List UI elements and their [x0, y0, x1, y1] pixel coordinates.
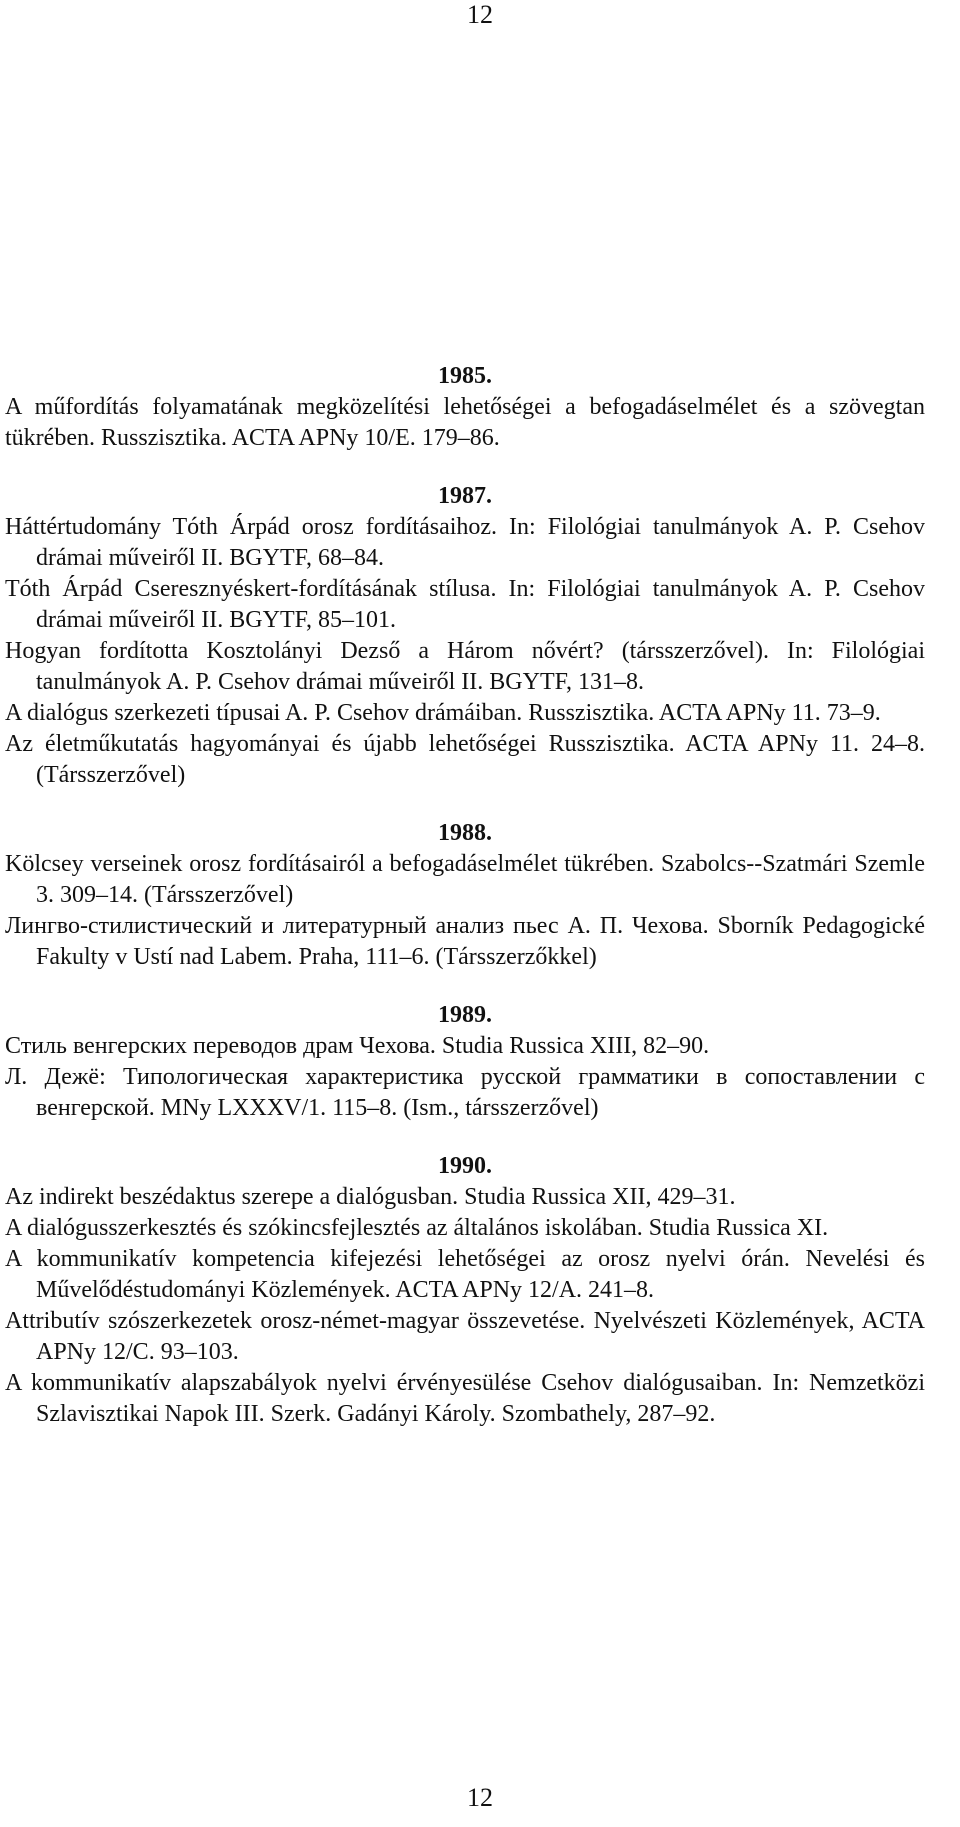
- page-number-bottom: 12: [467, 1783, 493, 1812]
- page-number-top: 12: [467, 0, 493, 29]
- section-1987: [5, 481, 925, 791]
- bibliography-entry: Attributív szószerkezetek orosz-német-magyar összevetése. Nyelvészeti Közlemények, ACTA APNy 12/C. 93–103.: [5, 1308, 925, 1365]
- section-1985: [5, 361, 925, 454]
- bibliography-entry: A dialógusszerkesztés és szókincsfejlesztés az általános iskolában. Studia Russica XI.: [5, 1215, 829, 1241]
- bibliography-entry: A műfordítás folyamatának megközelítési lehetőségei a befogadáselmélet és a szövegtan tükrében. Russzisztika. ACTA APNy 10/E. 179–86.: [5, 394, 925, 451]
- section-year: 1985.: [438, 363, 492, 389]
- section-year: 1987.: [438, 483, 492, 509]
- bibliography-entry: Tóth Árpád Cseresznyéskert-fordításának stílusa. In: Filológiai tanulmányok A. P. Csehov drámai műveiről II. BGYTF, 85–101.: [5, 576, 925, 633]
- section-year: 1988.: [438, 820, 492, 846]
- bibliography: [5, 361, 925, 1430]
- section-1988: [5, 818, 925, 973]
- section-year: 1989.: [438, 1002, 492, 1028]
- bibliography-entry: A kommunikatív alapszabályok nyelvi érvényesülése Csehov dialógusaiban. In: Nemzetközi Szlavisztikai Napok III. Szerk. Gadányi Károly. Szombathely, 287–92.: [5, 1370, 925, 1427]
- bibliography-entry: Лингво-стилистический и литературный анализ пьес А. П. Чехова. Sborník Pedagogické Fakulty v Ustí nad Labem. Praha, 111–6. (Társszerzőkkel): [5, 913, 925, 970]
- bibliography-entry: Az indirekt beszédaktus szerepe a dialógusban. Studia Russica XII, 429–31.: [5, 1184, 736, 1210]
- bibliography-entry: A kommunikatív kompetencia kifejezési lehetőségei az orosz nyelvi órán. Nevelési és Művelődéstudományi Közlemények. ACTA APNy 12/A. 241–8.: [5, 1246, 925, 1303]
- section-year: 1990.: [438, 1153, 492, 1179]
- section-1989: [5, 1000, 925, 1124]
- bibliography-entry: Hogyan fordította Kosztolányi Dezső a Három nővért? (társszerzővel). In: Filológiai tanulmányok A. P. Csehov drámai műveiről II. BGYTF, 131–8.: [5, 638, 925, 695]
- bibliography-entry: Az életműkutatás hagyományai és újabb lehetőségei Russzisztika. ACTA APNy 11. 24–8. (Társszerzővel): [5, 731, 925, 788]
- bibliography-entry: Стиль венгерских переводов драм Чехова. Studia Russica XIII, 82–90.: [5, 1033, 710, 1059]
- bibliography-entry: A dialógus szerkezeti típusai A. P. Csehov drámáiban. Russzisztika. ACTA APNy 11. 73–9.: [5, 700, 881, 726]
- section-1990: [5, 1151, 925, 1430]
- bibliography-entry: Háttértudomány Tóth Árpád orosz fordításaihoz. In: Filológiai tanulmányok A. P. Csehov drámai műveiről II. BGYTF, 68–84.: [5, 514, 925, 571]
- bibliography-entry: Kölcsey verseinek orosz fordításairól a befogadáselmélet tükrében. Szabolcs--Szatmári Szemle 3. 309–14. (Társszerzővel): [5, 851, 925, 908]
- bibliography-entry: Л. Дежё: Типологическая характеристика русской грамматики в сопоставлении с венгерской. MNy LXXXV/1. 115–8. (Ism., társszerzővel): [5, 1064, 925, 1121]
